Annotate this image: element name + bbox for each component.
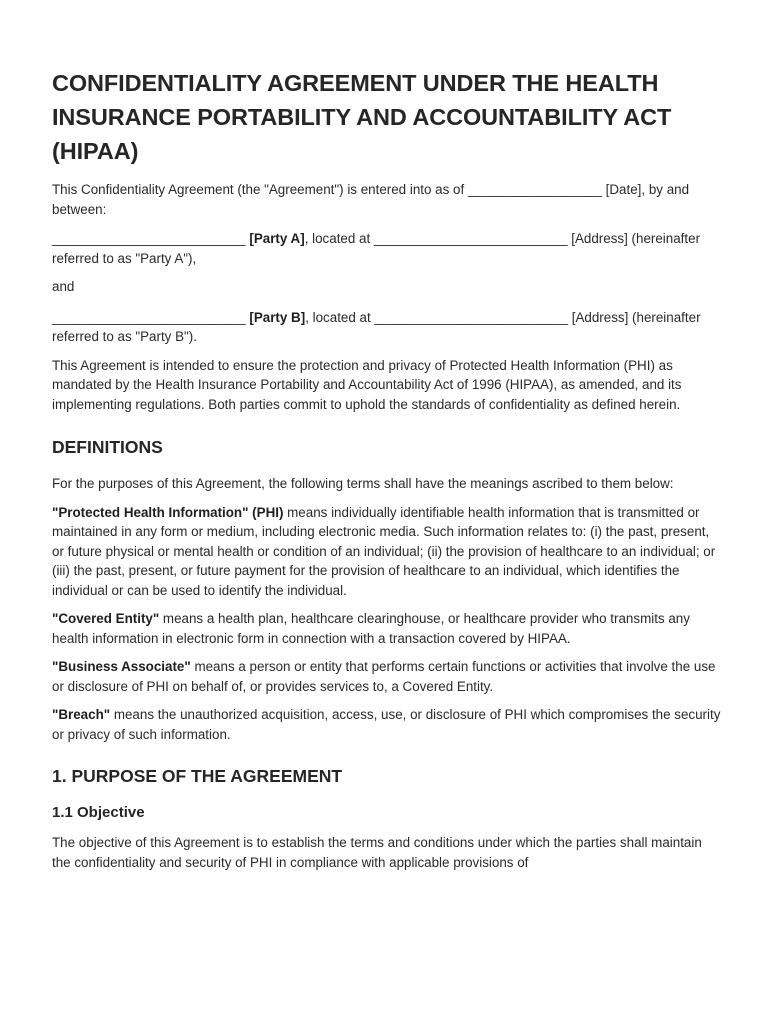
definition-text: means individually identifiable health information that is transmitted or maintained in any form or medium, including electronic media. Such information relates to: (i) the past, present, or future physical or mental health or condition of an individual; (ii) the provision of healthcare to an individual; or (iii) the past, present, or future payment for the provision of healthcare to an individual, which identifies the individual or can be used to identify the individual.: [52, 504, 716, 598]
party-b-label: [Party B]: [249, 309, 306, 325]
section-1-1-text: The objective of this Agreement is to establish the terms and conditions under which the parties shall maintain the confidentiality and security of PHI in compliance with applicable provisions of: [52, 835, 702, 870]
document-page: [52, 66, 722, 872]
definition-text: means a person or entity that performs certain functions or activities that involve the use or disclosure of PHI on behalf of, or provides services to, a Covered Entity.: [52, 659, 716, 694]
definition-breach: [52, 705, 722, 744]
section-1-1-heading: 1.1 Objective: [52, 804, 145, 821]
definitions-intro: For the purposes of this Agreement, the following terms shall have the meanings ascribed to them below:: [52, 476, 674, 491]
definition-text: means the unauthorized acquisition, access, use, or disclosure of PHI which compromises the security or privacy of such information.: [52, 707, 721, 742]
definition-business-associate: [52, 657, 722, 696]
party-b-paragraph: [52, 308, 722, 347]
party-a-paragraph: [52, 229, 722, 268]
purpose-paragraph: This Agreement is intended to ensure the protection and privacy of Protected Health Information (PHI) as mandated by the Health Insurance Portability and Accountability Act of 1996 (HIPAA), as amended, and its implementing regulations. Both parties commit to uphold the standards of confidentiality as defined herein.: [52, 357, 682, 412]
definition-text: means a health plan, healthcare clearinghouse, or healthcare provider who transmits any health information in electronic form in connection with a transaction covered by HIPAA.: [52, 611, 690, 646]
document-title: CONFIDENTIALITY AGREEMENT UNDER THE HEALTH INSURANCE PORTABILITY AND ACCOUNTABILITY ACT (HIPAA): [52, 70, 672, 164]
and-text: and: [52, 279, 75, 294]
party-b-blank: __________________________: [52, 309, 246, 325]
definition-covered-entity: [52, 609, 722, 648]
party-a-label: [Party A]: [249, 231, 305, 246]
definition-term: "Business Associate": [52, 659, 191, 674]
section-1-heading: 1. PURPOSE OF THE AGREEMENT: [52, 766, 343, 786]
definition-term: "Breach": [52, 707, 111, 722]
definition-term: "Covered Entity": [52, 611, 160, 626]
party-a-text: , located at __________________________ [Address] (hereinafter referred to as "Party A"),: [52, 231, 701, 266]
party-a-blank: __________________________: [52, 231, 246, 246]
definition-phi: [52, 503, 722, 601]
intro-paragraph: This Confidentiality Agreement (the "Agreement") is entered into as of __________________ [Date], by and between:: [52, 182, 690, 217]
definition-term: "Protected Health Information" (PHI): [52, 504, 284, 520]
party-b-text: , located at __________________________ [Address] (hereinafter referred to as "Party B").: [52, 309, 701, 344]
definitions-heading: DEFINITIONS: [52, 437, 163, 457]
